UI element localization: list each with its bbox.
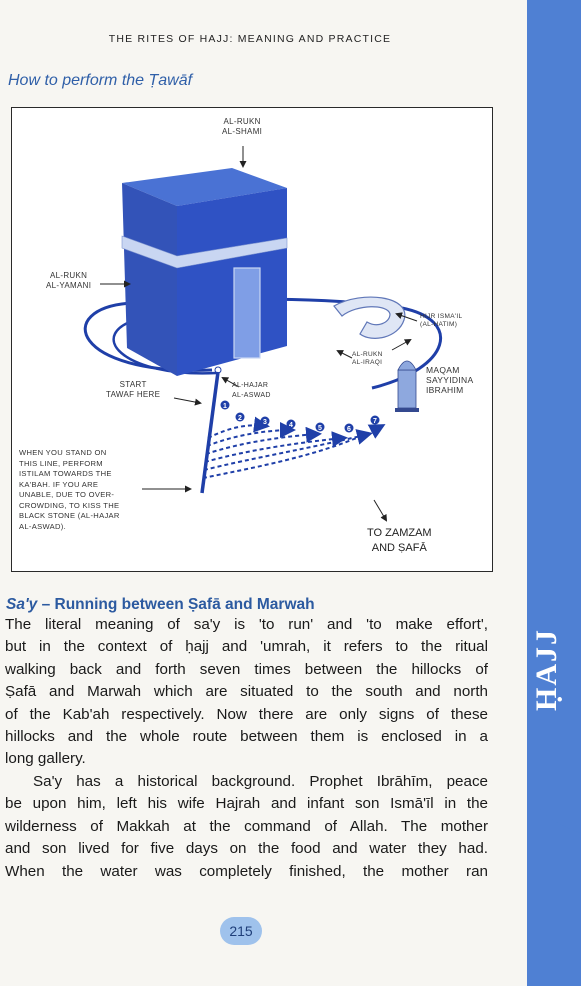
circuit-number-6: 6 (347, 426, 351, 433)
side-tab-label: ḤAJJ (530, 628, 563, 712)
paragraph-1-line: of the Kab'ah respectively. Now there are only signs of these (5, 705, 488, 723)
circuit-number-1: 1 (223, 403, 227, 410)
page-number: 215 (220, 917, 262, 945)
label-rukn-iraqi: AL-RUKN AL-IRAQI (352, 351, 383, 366)
circuit-arrow-3 (206, 434, 318, 454)
circuit-number-5: 5 (318, 425, 322, 432)
paragraph-1-line: walking back and forth seven times between the hillocks of (5, 660, 488, 678)
circuit-number-2: 2 (238, 415, 242, 422)
heading-italic: Sa'y (6, 596, 38, 613)
paragraph-1-line: but in the context of ḥajj and 'umrah, it refers to the ritual (5, 638, 488, 656)
maqam-ibrahim-icon (395, 361, 419, 412)
label-start-tawaf: START TAWAF HERE (106, 380, 161, 399)
paragraph-1-line: Ṣafā and Marwah which are situated to the south and north (5, 683, 488, 701)
section-heading (6, 596, 315, 614)
label-rukn-shami: AL-RUKN AL-SHAMI (222, 117, 263, 136)
paragraph-1-line: long gallery. (5, 750, 86, 768)
label-maqam-ibrahim: MAQAM SAYYIDINA IBRAHIM (426, 365, 474, 395)
label-hijr-ismail: HIJR ISMA'IL (AL-HATIM) (420, 313, 463, 328)
paragraph-1-line: hillocks and the whole route between them is enclosed in a (5, 728, 488, 746)
section-title: How to perform the Ṭawāf (8, 72, 193, 89)
running-head: THE RITES OF HAJJ: MEANING AND PRACTICE (108, 33, 392, 45)
circuit-arrow-6 (203, 426, 382, 478)
circuit-number-7: 7 (373, 418, 377, 425)
paragraph-1-line: The literal meaning of sa'y is 'to run' and 'to make effort', (5, 616, 488, 633)
paragraph-1 (5, 614, 488, 771)
kaaba-right-face (177, 188, 287, 376)
paragraph-2-line: be upon him, left his wife Hajrah and infant son Ismā'īl in the (5, 795, 488, 813)
paragraph-2-line: Sa'y has a historical background. Prophet Ibrāhīm, peace (33, 773, 488, 790)
label-rukn-yamani: AL-RUKN AL-YAMANI (46, 271, 92, 290)
paragraph-2 (5, 771, 488, 883)
start-line (202, 372, 218, 493)
label-to-zamzam: TO ZAMZAM AND ṢAFĀ (367, 527, 432, 554)
tawaf-diagram (11, 107, 493, 572)
side-tab-curve (505, 775, 581, 835)
paragraph-2-line: and son lived for five days on the food and water they had. (5, 840, 488, 858)
kaaba-door (234, 268, 260, 358)
side-tab (527, 0, 581, 986)
paragraph-2-line: wilderness of Makkah at the command of Allah. The mother (5, 817, 488, 835)
label-istilam-instruction: WHEN YOU STAND ON THIS LINE, PERFORM ISTILAM TOWARDS THE KA'BAH. IF YOU ARE UNABLE, DUE TO OVER- CROWDING, TO KISS THE BLACK STONE (AL-HAJAR AL-ASWAD). (19, 448, 120, 531)
hijr-ismail-wall (334, 297, 405, 338)
heading-rest: – Running between Ṣafā and Marwah (37, 596, 315, 613)
paragraph-2-line: When the water was completely finished, the mother ran (5, 862, 488, 880)
circuit-arrow-4 (205, 438, 344, 462)
circuit-number-3: 3 (263, 419, 267, 426)
circuit-number-4: 4 (289, 422, 293, 429)
kaaba-left-face (122, 183, 177, 376)
label-hajar-aswad: AL-HAJAR AL-ASWAD (232, 382, 271, 399)
